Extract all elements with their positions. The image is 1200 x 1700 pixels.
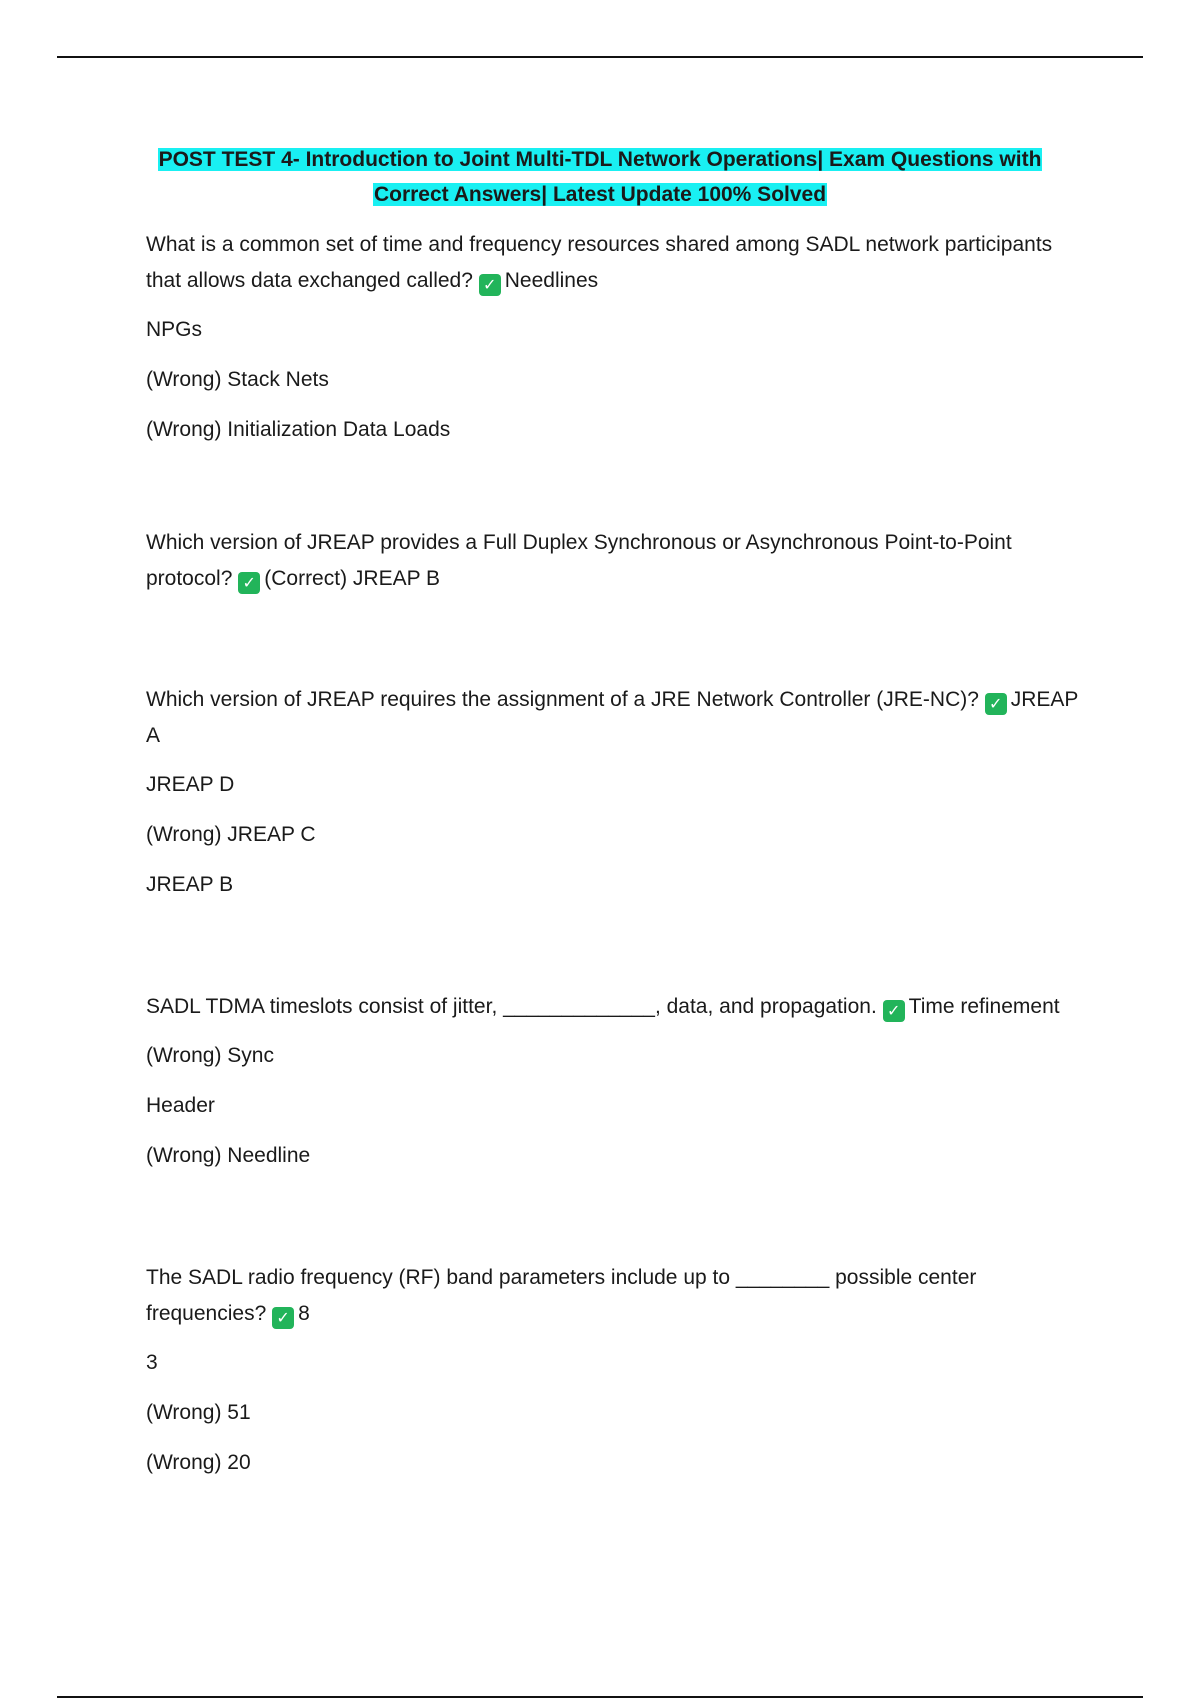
- correct-answer: 8: [298, 1302, 310, 1325]
- question-5: [146, 1260, 1086, 1332]
- answer-option: (Wrong) Needline: [146, 1144, 311, 1167]
- correct-answer: JREAP A: [146, 688, 1079, 747]
- question-text: Which version of JREAP provides a Full Duplex Synchronous or Asynchronous Point-to-Point protocol?: [146, 531, 1012, 590]
- answer-option: JREAP B: [146, 873, 234, 896]
- checkmark-icon: ✓: [272, 1307, 294, 1329]
- answer-option: (Wrong) 20: [146, 1451, 251, 1474]
- answer-option: (Wrong) Stack Nets: [146, 368, 329, 391]
- answer-option: (Wrong) 51: [146, 1401, 251, 1424]
- question-text: The SADL radio frequency (RF) band parameters include up to ________ possible center frequencies?: [146, 1266, 977, 1325]
- header-rule: [57, 56, 1143, 58]
- answer-option: (Wrong) JREAP C: [146, 823, 316, 846]
- checkmark-icon: ✓: [985, 693, 1007, 715]
- answer-option: NPGs: [146, 318, 203, 341]
- question-3: [146, 682, 1086, 754]
- footer-rule: [57, 1696, 1143, 1698]
- answer-option: Header: [146, 1094, 215, 1117]
- answer-option: (Wrong) Initialization Data Loads: [146, 418, 451, 441]
- correct-answer: Needlines: [504, 269, 599, 292]
- correct-answer: (Correct) JREAP B: [264, 567, 441, 590]
- question-text: What is a common set of time and frequency resources shared among SADL network participants that allows data exchanged called?: [146, 233, 1053, 292]
- question-text: Which version of JREAP requires the assignment of a JRE Network Controller (JRE-NC)?: [146, 688, 979, 711]
- question-list: [146, 227, 1086, 1495]
- document-title: [100, 142, 1100, 212]
- title-line-2: Correct Answers| Latest Update 100% Solved: [373, 183, 827, 206]
- question-text: SADL TDMA timeslots consist of jitter, _____________, data, and propagation.: [146, 995, 877, 1018]
- checkmark-icon: ✓: [883, 1000, 905, 1022]
- answer-option: (Wrong) Sync: [146, 1044, 274, 1067]
- question-2: [146, 525, 1086, 597]
- answer-option: 3: [146, 1351, 158, 1374]
- answer-option: JREAP D: [146, 773, 235, 796]
- checkmark-icon: ✓: [238, 572, 260, 594]
- correct-answer: Time refinement: [908, 995, 1060, 1018]
- title-line-1: POST TEST 4- Introduction to Joint Multi-TDL Network Operations| Exam Questions with: [158, 148, 1042, 171]
- question-4: [146, 989, 1086, 1025]
- checkmark-icon: ✓: [479, 274, 501, 296]
- question-1: [146, 227, 1086, 299]
